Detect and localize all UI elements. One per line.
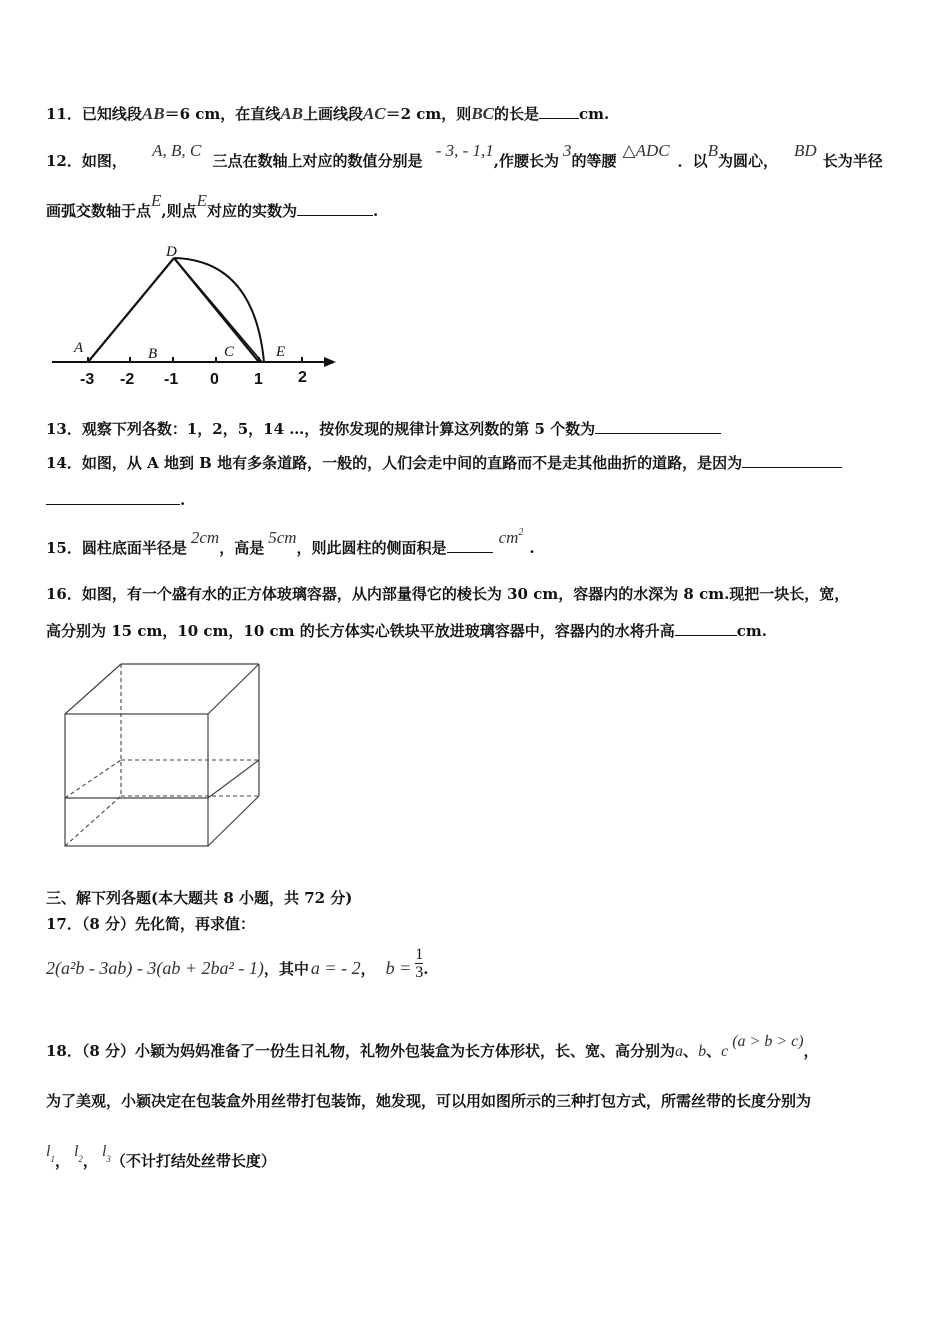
q17-b-label: b =	[385, 958, 412, 978]
q12-e: E	[196, 191, 208, 210]
q11-text: 的长是	[494, 105, 540, 123]
answer-blank[interactable]	[46, 490, 180, 505]
question-17-expression	[46, 945, 429, 981]
q12-text: 为圆心，	[718, 152, 779, 170]
q11-text: ＝6 cm，在直线	[164, 105, 281, 123]
question-12	[46, 141, 883, 171]
section-title-text: 三、解下列各题(本大题共 8 小题，共 72 分)	[46, 889, 353, 907]
q17-text: 17．（8 分）先化简，再求值：	[46, 915, 256, 933]
q17-comma: ，	[360, 960, 376, 978]
q18-comma: ，	[54, 1152, 70, 1170]
section-3-title	[46, 887, 352, 908]
q18-c: c	[721, 1043, 729, 1060]
cube-figure	[58, 658, 268, 854]
q12-text: 对应的实数为	[207, 202, 298, 220]
q18-l3: l	[101, 1143, 107, 1160]
q11-number: 11．	[46, 105, 82, 123]
question-16-line2	[46, 620, 767, 641]
q15-exponent: 2	[518, 527, 524, 538]
q18-subscript: 2	[78, 1154, 83, 1164]
q12-e: E	[151, 191, 162, 210]
q14-text: 14．如图，从 A 地到 B 地有多条道路，一般的，人们会走中间的直路而不是走其他曲折的道路，是因为	[46, 454, 743, 472]
question-18-line3	[46, 1143, 276, 1171]
q12-b: B	[707, 141, 719, 160]
question-13	[46, 418, 721, 439]
cube-hidden-edge	[65, 796, 121, 846]
question-16	[46, 583, 849, 604]
question-14	[46, 452, 842, 473]
q18-separator: 、	[683, 1042, 699, 1060]
fraction-denominator: 3	[415, 963, 424, 981]
q16-unit: cm.	[736, 622, 767, 640]
label-e: E	[276, 344, 286, 360]
q17-text: ，其中	[263, 960, 309, 978]
q16-text: 16．如图，有一个盛有水的正方体玻璃容器，从内部量得它的棱长为 30 cm，容器内的水深为 8 cm.现把一块长，宽，	[46, 585, 850, 603]
q18-text: 为了美观，小颖决定在包装盒外用丝带打包装饰，她发现，可以用如图所示的三种打包方式，所需丝带的长度分别为	[46, 1092, 812, 1110]
answer-blank[interactable]	[595, 419, 721, 434]
q11-text: ＝2 cm，则	[385, 105, 472, 123]
q17-a-value: a = - 2	[310, 958, 361, 978]
question-17	[46, 913, 255, 934]
q17-end: .	[423, 960, 429, 978]
q18-l1: l	[46, 1143, 51, 1160]
answer-blank[interactable]	[742, 453, 842, 468]
q18-comma: ，	[803, 1042, 819, 1060]
answer-blank[interactable]	[447, 538, 493, 553]
q11-text: 上画线段	[302, 105, 363, 123]
answer-blank[interactable]	[675, 621, 737, 636]
question-15	[46, 527, 535, 558]
q12-values: - 3, - 1,1	[435, 141, 494, 160]
q12-end: .	[373, 202, 379, 220]
answer-blank[interactable]	[539, 104, 579, 119]
q15-height: 5cm	[268, 528, 297, 547]
q18-separator: 、	[706, 1042, 722, 1060]
q11-math-bc: BC	[471, 104, 494, 123]
label-c: C	[224, 344, 235, 360]
water-side-line	[208, 760, 259, 798]
q12-bd: BD	[794, 141, 817, 160]
q11-text: 已知线段	[81, 105, 142, 123]
q15-text: ，则此圆柱的侧面积是	[296, 539, 447, 557]
q16-text: 高分别为 15 cm，10 cm，10 cm 的长方体实心铁块平放进玻璃容器中，容器内的水将升高	[46, 622, 675, 640]
label-d: D	[166, 244, 177, 260]
q12-number: 12．如图，	[46, 152, 127, 170]
q15-unit: cm	[498, 528, 519, 547]
question-18	[46, 1033, 819, 1061]
q18-comma: ，	[82, 1152, 98, 1170]
tick-label: -1	[164, 371, 179, 388]
q12-text: 三点在数轴上对应的数值分别是	[212, 152, 423, 170]
q12-text: ．以	[677, 152, 708, 170]
q12-text: 画弧交数轴于点	[46, 202, 152, 220]
q11-math-ac: AC	[362, 104, 386, 123]
segment-ad	[88, 258, 174, 362]
q12-text: ,则点	[161, 202, 197, 220]
q18-text: 18．（8 分）小颖为妈妈准备了一份生日礼物，礼物外包装盒为长方体形状，长、宽、高分别为	[46, 1042, 676, 1060]
answer-blank[interactable]	[297, 201, 373, 216]
question-14-line2	[46, 490, 185, 509]
number-line-figure	[40, 240, 350, 390]
q18-a: a	[675, 1043, 684, 1060]
q11-math-ab: AB	[141, 104, 165, 123]
q17-expression: 2(a²b - 3ab) - 3(ab + 2ba² - 1)	[46, 958, 264, 978]
q12-leg: 3	[563, 141, 572, 160]
q11-unit: cm.	[579, 105, 610, 123]
segment-bd	[174, 258, 262, 362]
q15-radius: 2cm	[190, 528, 220, 547]
fraction-numerator: 1	[415, 945, 424, 963]
q14-end: .	[180, 491, 186, 509]
q12-text: ,作腰长为	[493, 152, 560, 170]
tick-label: 1	[254, 371, 263, 388]
q18-condition: (a > b > c)	[732, 1033, 804, 1050]
q15-text: 15．圆柱底面半径是	[46, 539, 187, 557]
q18-subscript: 3	[106, 1154, 111, 1164]
cube-edge	[208, 664, 259, 714]
q12-text: 长为半径	[822, 152, 883, 170]
q12-points: A, B, C	[152, 141, 202, 160]
label-b: B	[148, 346, 158, 362]
question-18-line2	[46, 1090, 811, 1111]
q18-b: b	[698, 1043, 707, 1060]
cube-edge	[65, 664, 121, 714]
q18-l2: l	[73, 1143, 79, 1160]
q18-subscript: 1	[50, 1154, 55, 1164]
q13-text: 13．观察下列各数：1，2，5，14 …，按你发现的规律计算这列数的第 5 个数为	[46, 420, 596, 438]
cube-edge	[208, 796, 259, 846]
q15-text: ，高是	[219, 539, 265, 557]
q15-end: .	[529, 539, 535, 557]
tick-label: -2	[120, 371, 135, 388]
q12-text: 的等腰	[571, 152, 617, 170]
tick-label: 0	[210, 371, 219, 388]
q11-math-ab: AB	[280, 104, 303, 123]
tick-label: -3	[80, 371, 95, 388]
q18-text: （不计打结处丝带长度）	[110, 1152, 276, 1170]
label-a: A	[74, 340, 84, 356]
axis-arrow-icon	[324, 357, 336, 367]
question-11	[46, 103, 609, 124]
question-12-line2	[46, 191, 379, 221]
water-hidden-line	[65, 760, 121, 798]
q12-triangle: △ADC	[622, 141, 670, 160]
tick-label: 2	[298, 369, 307, 386]
